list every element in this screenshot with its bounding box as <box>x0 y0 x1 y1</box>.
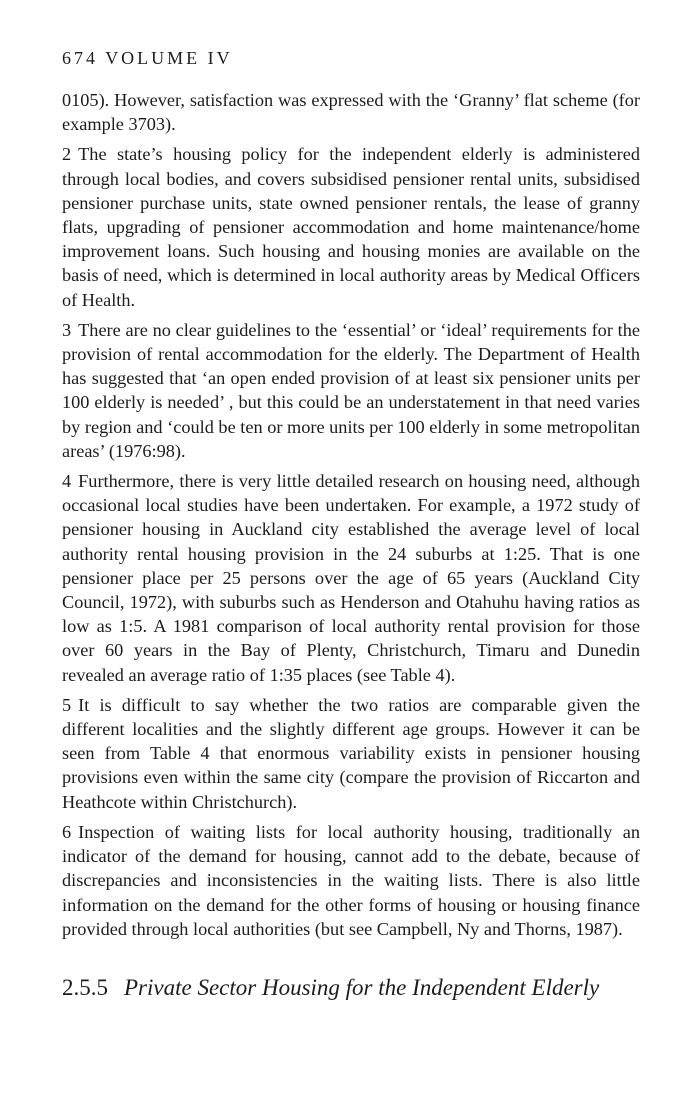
paragraph-2 <box>62 142 640 311</box>
paragraph-3 <box>62 318 640 463</box>
paragraph-number: 5 <box>62 694 72 715</box>
section-number: 2.5.5 <box>62 974 108 1000</box>
paragraph-number: 4 <box>62 471 72 492</box>
paragraph-text: Furthermore, there is very little detailed research on housing need, although occasional local studies have been undertaken. For example, a 1972 study of pensioner housing in Auckland city established the average level of local authority rental housing provision in the 24 suburbs at 1:25. That is one pensioner place per 25 persons over the age of 65 years (Auckland City Council, 1972), with suburbs such as Henderson and Otahuhu having ratios as low as 1:5. A 1981 comparison of local authority rental provision for those over 60 years in the Bay of Plenty, Christchurch, Timaru and Dunedin revealed an average ratio of 1:35 places (see Table 4). <box>62 471 640 685</box>
paragraph-text: There are no clear guidelines to the ‘essential’ or ‘ideal’ requirements for the provision of rental accommodation for the elderly. The Department of Health has suggested that ‘an open ended provision of at least six pensioner units per 100 elderly is needed’ , but this could be an understatement in that need varies by region and ‘could be ten or more units per 100 elderly in some metropolitan areas’ (1976:98). <box>62 319 640 461</box>
paragraph-text: The state’s housing policy for the independent elderly is administered through local bodies, and covers subsidised pensioner rental units, subsidised pensioner purchase units, state owned pensioner rentals, the lease of granny flats, upgrading of pensioner accommodation and home maintenance/home improvement loans. Such housing and housing monies are available on the basis of need, which is determined in local authority areas by Medical Officers of Health. <box>62 144 640 310</box>
paragraph-6 <box>62 820 640 941</box>
paragraph-continued <box>62 88 640 136</box>
paragraph-text: Inspection of waiting lists for local authority housing, traditionally an indicator of the demand for housing, cannot add to the debate, because of discrepancies and inconsistencies in the waiting lists. There is also little information on the demand for the other forms of housing or housing finance provided through local authorities (but see Campbell, Ny and Thorns, 1987). <box>62 821 640 939</box>
paragraph-text: It is difficult to say whether the two ratios are comparable given the different localities and the slightly different age groups. However it can be seen from Table 4 that enormous variability exists in pensioner housing provisions even within the same city (compare the provision of Riccarton and Heathcote within Christchurch). <box>62 694 640 812</box>
paragraph-number: 2 <box>62 144 72 165</box>
volume-label: VOLUME IV <box>105 48 233 68</box>
page-number: 674 <box>62 48 98 68</box>
paragraph-4 <box>62 469 640 687</box>
running-head <box>62 46 640 70</box>
section-title: Private Sector Housing for the Independent Elderly <box>124 974 600 1000</box>
section-heading <box>62 973 640 1003</box>
paragraph-5 <box>62 693 640 814</box>
paragraph-text: 0105). However, satisfaction was expressed with the ‘Granny’ flat scheme (for example 3703). <box>62 90 640 135</box>
paragraph-number: 6 <box>62 821 72 842</box>
document-page <box>62 46 640 1003</box>
paragraph-number: 3 <box>62 319 72 340</box>
